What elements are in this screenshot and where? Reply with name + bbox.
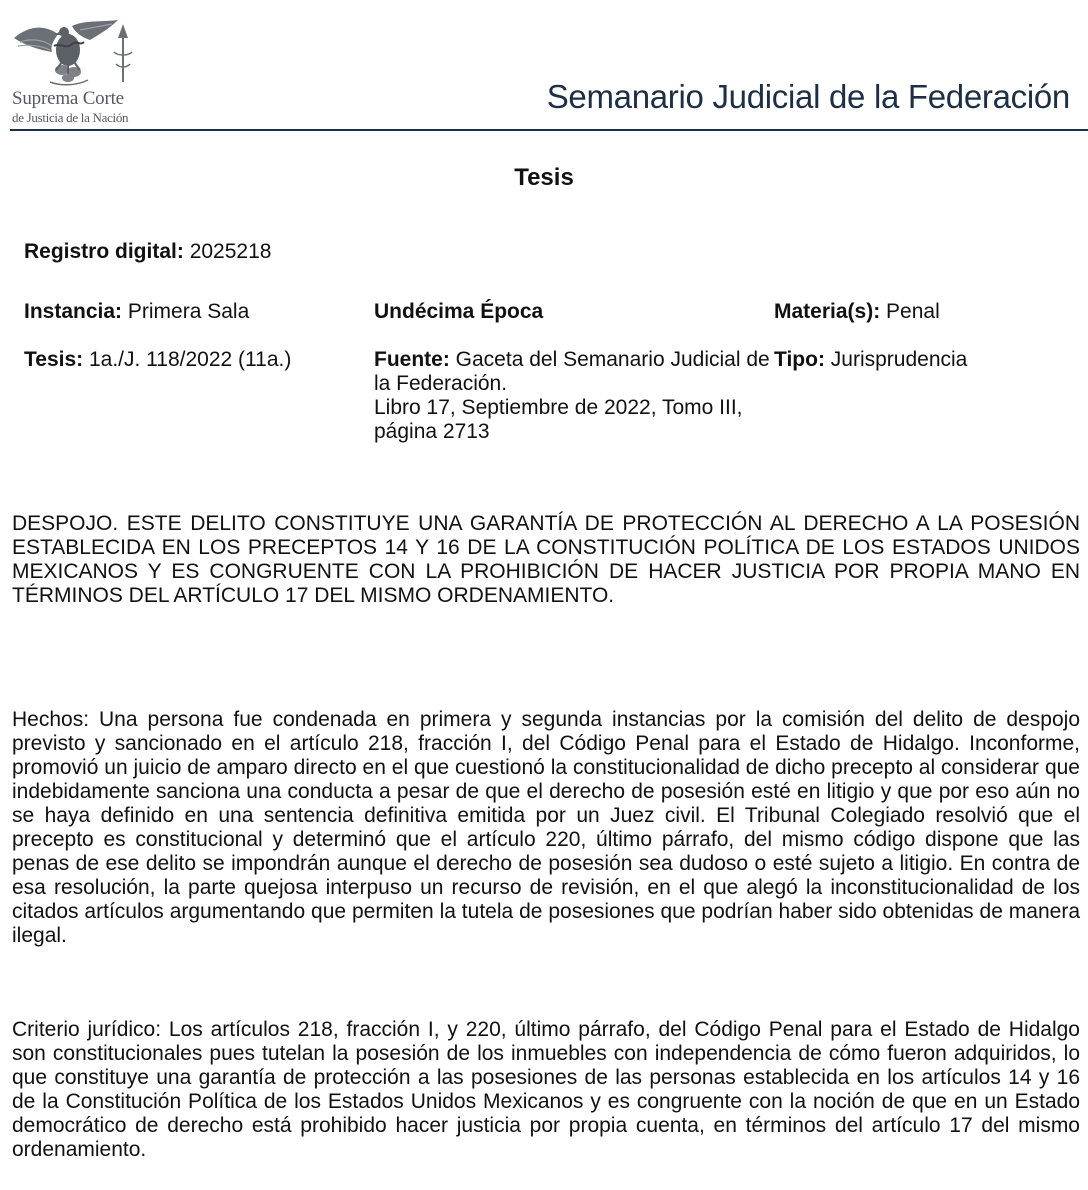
tesis-value: 1a./J. 118/2022 (11a.) bbox=[88, 348, 292, 371]
criterio-juridico-paragraph: Criterio jurídico: Los artículos 218, fracción I, y 220, último párrafo, del Código Penal para el Estado de Hidalgo son constitucionales pues tutelan la posesión de los inmuebles con independencia de cómo fueron adquiridos, lo que constituye una garantía de protección a las posesiones de las personas establecida en los artículos 14 y 16 de la Constitución Política de los Estados Unidos Mexicanos y es congruente con la noción de que en un Estado democrático de derecho está prohibido hacer justicia por propia cuenta, en términos del artículo 17 del mismo ordenamiento. bbox=[12, 1018, 1080, 1161]
tipo-field bbox=[774, 348, 967, 372]
materia-field bbox=[774, 300, 940, 324]
eagle-emblem-icon bbox=[10, 16, 140, 88]
instancia-field bbox=[24, 300, 249, 324]
tesis-field bbox=[24, 348, 291, 372]
instancia-value: Primera Sala bbox=[127, 300, 250, 323]
fuente-field bbox=[374, 348, 770, 444]
instancia-label: Instancia: bbox=[24, 300, 123, 323]
registro-digital-label: Registro digital: bbox=[24, 240, 184, 263]
epoca-field bbox=[374, 300, 543, 324]
scjn-logo bbox=[10, 16, 140, 126]
fuente-value-publication: Gaceta del Semanario Judicial de la Federación. bbox=[374, 348, 770, 395]
tipo-value: Jurisprudencia bbox=[830, 348, 968, 371]
materia-label: Materia(s): bbox=[774, 300, 881, 323]
fuente-value-location: Libro 17, Septiembre de 2022, Tomo III, página 2713 bbox=[374, 396, 743, 443]
registro-digital-value: 2025218 bbox=[189, 240, 272, 263]
logo-text-line2: de Justicia de la Nación bbox=[12, 110, 129, 125]
site-title: Semanario Judicial de la Federación bbox=[546, 78, 1070, 115]
header-divider bbox=[10, 129, 1088, 131]
materia-value: Penal bbox=[886, 300, 940, 323]
fuente-label: Fuente: bbox=[374, 348, 450, 371]
epoca-value: Undécima Época bbox=[374, 300, 544, 323]
tesis-label: Tesis: bbox=[24, 348, 84, 371]
page-header bbox=[0, 0, 1088, 132]
registro-digital-field bbox=[24, 240, 271, 264]
tipo-label: Tipo: bbox=[774, 348, 825, 371]
thesis-heading: DESPOJO. ESTE DELITO CONSTITUYE UNA GARANTÍA DE PROTECCIÓN AL DERECHO A LA POSESIÓN ESTABLECIDA EN LOS PRECEPTOS 14 Y 16 DE LA CONSTITUCIÓN POLÍTICA DE LOS ESTADOS UNIDOS MEXICANOS Y ES CONGRUENTE CON LA PROHIBICIÓN DE HACER JUSTICIA POR PROPIA MANO EN TÉRMINOS DEL ARTÍCULO 17 DEL MISMO ORDENAMIENTO. bbox=[12, 512, 1080, 607]
document-title: Tesis bbox=[514, 164, 574, 191]
hechos-paragraph: Hechos: Una persona fue condenada en primera y segunda instancias por la comisión del delito de despojo previsto y sancionado en el artículo 218, fracción I, del Código Penal para el Estado de Hidalgo. Inconforme, promovió un juicio de amparo directo en el que cuestionó la constitucionalidad de dicho precepto al considerar que indebidamente sanciona una conducta a pesar de que el derecho de posesión esté en litigio y que por eso aún no se haya definido en una sentencia definitiva emitida por un Juez civil. El Tribunal Colegiado resolvió que el precepto es constitucional y determinó que el artículo 220, último párrafo, del mismo código dispone que las penas de ese delito se impondrán aunque el derecho de posesión sea dudoso o esté sujeto a litigio. En contra de esa resolución, la parte quejosa interpuso un recurso de revisión, en el que alegó la inconstitucionalidad de los citados artículos argumentando que permiten la tutela de posesiones que podrían haber sido obtenidas de manera ilegal. bbox=[12, 708, 1080, 947]
logo-text-line1: Suprema Corte bbox=[12, 88, 124, 109]
